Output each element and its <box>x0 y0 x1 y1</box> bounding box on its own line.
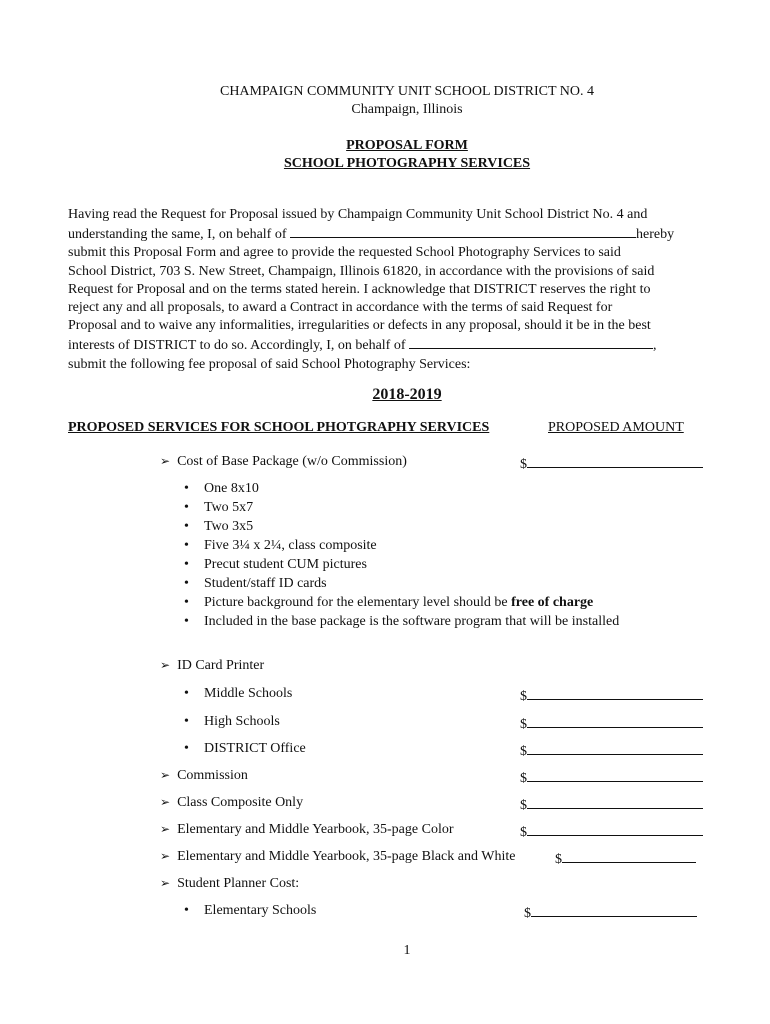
amount-field[interactable] <box>527 686 703 700</box>
vendor-name-field[interactable] <box>290 224 636 238</box>
base-package-amount <box>520 454 703 473</box>
list-item <box>184 714 280 730</box>
intro-line <box>68 224 708 244</box>
list-item-label: Precut student CUM pictures <box>204 557 367 572</box>
bullet-icon: • <box>184 686 189 701</box>
list-item-label: Student/staff ID cards <box>204 576 327 591</box>
vendor-name-field-2[interactable] <box>409 335 653 349</box>
bullet-icon: • <box>184 557 189 572</box>
id-card-label: ID Card Printer <box>177 658 265 673</box>
intro-line: Proposal and to waive any informalities, irregularities or defects in any proposal, should it be in the best <box>68 318 651 334</box>
yearbook-color-row <box>160 822 454 838</box>
intro-line: School District, 703 S. New Street, Champaign, Illinois 61820, in accordance with the provisions of said <box>68 263 655 279</box>
intro-line: reject any and all proposals, to award a Contract in accordance with the terms of said Request for <box>68 300 613 316</box>
bullet-icon: • <box>184 538 189 553</box>
list-item <box>184 519 254 535</box>
intro-line: submit this Proposal Form and agree to provide the requested School Photography Services to said <box>68 245 621 261</box>
dollar-sign: $ <box>520 457 527 472</box>
intro-text: hereby <box>636 227 675 243</box>
base-package-row <box>160 454 407 470</box>
amount-field[interactable] <box>527 795 703 809</box>
commission-row <box>160 768 248 784</box>
class-composite-label: Class Composite Only <box>177 795 304 810</box>
bullet-icon: • <box>184 500 189 515</box>
intro-paragraph <box>68 206 708 374</box>
arrow-bullet-icon: ➢ <box>160 454 171 468</box>
amount-field[interactable] <box>527 741 703 755</box>
list-item-label: Included in the base package is the software program that will be installed <box>204 614 620 629</box>
planner-row <box>160 876 299 892</box>
intro-line: Having read the Request for Proposal issued by Champaign Community Unit School District No. 4 and <box>68 207 648 222</box>
list-item <box>184 538 377 554</box>
amount-field[interactable] <box>531 903 697 917</box>
high-schools-amount <box>520 714 703 733</box>
list-item-label: One 8x10 <box>204 481 259 496</box>
arrow-bullet-icon: ➢ <box>160 822 171 836</box>
planner-label: Student Planner Cost: <box>177 876 300 891</box>
id-card-row <box>160 658 264 674</box>
class-composite-amount <box>520 795 703 814</box>
list-item-label: Five 3¼ x 2¼, class composite <box>204 538 377 553</box>
dollar-sign: $ <box>520 798 527 813</box>
page-number: 1 <box>403 943 411 958</box>
amount-field[interactable] <box>527 822 703 836</box>
district-office-amount <box>520 741 703 760</box>
bullet-icon: • <box>184 481 189 496</box>
list-item <box>184 481 259 497</box>
amount-field[interactable] <box>527 714 703 728</box>
list-item-label: Two 3x5 <box>204 519 254 534</box>
dollar-sign: $ <box>520 689 527 704</box>
list-item <box>184 686 293 702</box>
commission-label: Commission <box>177 768 248 783</box>
bullet-icon: • <box>184 714 189 729</box>
intro-line: submit the following fee proposal of said School Photography Services: <box>68 356 471 372</box>
yearbook-color-label: Elementary and Middle Yearbook, 35-page Color <box>177 822 454 837</box>
bullet-icon: • <box>184 903 189 918</box>
free-of-charge-text: free of charge <box>511 595 594 610</box>
dollar-sign: $ <box>520 744 527 759</box>
arrow-bullet-icon: ➢ <box>160 795 171 809</box>
bullet-icon: • <box>184 595 189 610</box>
bullet-icon: • <box>184 741 189 756</box>
elementary-planner-amount <box>524 903 697 922</box>
class-composite-row <box>160 795 303 811</box>
district-city: Champaign, Illinois <box>351 102 463 117</box>
amount-field[interactable] <box>562 849 696 863</box>
list-item-text: Picture background for the elementary level should be <box>204 595 512 610</box>
form-subtitle: SCHOOL PHOTOGRAPHY SERVICES <box>283 156 531 171</box>
form-title: PROPOSAL FORM <box>346 138 468 153</box>
bullet-icon: • <box>184 614 189 629</box>
commission-amount <box>520 768 703 787</box>
yearbook-bw-label: Elementary and Middle Yearbook, 35-page Black and White <box>177 849 516 864</box>
intro-text: , <box>653 338 657 354</box>
district-name: CHAMPAIGN COMMUNITY UNIT SCHOOL DISTRICT NO. 4 <box>219 84 594 99</box>
list-item <box>184 903 317 919</box>
bullet-icon: • <box>184 576 189 591</box>
middle-schools-amount <box>520 686 703 705</box>
dollar-sign: $ <box>555 852 562 867</box>
list-item-label: Two 5x7 <box>204 500 254 515</box>
list-item-label: High Schools <box>204 714 280 729</box>
bullet-icon: • <box>184 519 189 534</box>
list-item-label <box>204 595 593 611</box>
intro-text: interests of DISTRICT to do so. Accordingly, I, on behalf of <box>68 338 410 354</box>
intro-line: Request for Proposal and on the terms stated herein. I acknowledge that DISTRICT reserves the right to <box>68 281 651 297</box>
list-item <box>184 557 367 573</box>
list-item <box>184 595 594 611</box>
dollar-sign: $ <box>520 825 527 840</box>
yearbook-bw-amount <box>555 849 696 868</box>
list-item <box>184 741 306 757</box>
services-column-header: PROPOSED SERVICES FOR SCHOOL PHOTGRAPHY SERVICES <box>68 420 490 435</box>
dollar-sign: $ <box>520 771 527 786</box>
list-item <box>184 576 327 592</box>
proposal-year: 2018-2019 <box>372 386 442 403</box>
arrow-bullet-icon: ➢ <box>160 658 171 672</box>
amount-field[interactable] <box>527 768 703 782</box>
intro-text: understanding the same, I, on behalf of <box>68 227 290 243</box>
arrow-bullet-icon: ➢ <box>160 768 171 782</box>
list-item-label: DISTRICT Office <box>204 741 306 756</box>
yearbook-bw-row <box>160 849 515 865</box>
list-item <box>184 500 254 516</box>
arrow-bullet-icon: ➢ <box>160 876 171 890</box>
list-item <box>184 614 620 630</box>
amount-field[interactable] <box>527 454 703 468</box>
dollar-sign: $ <box>520 717 527 732</box>
intro-line <box>68 335 708 355</box>
arrow-bullet-icon: ➢ <box>160 849 171 863</box>
list-item-label: Middle Schools <box>204 686 293 701</box>
dollar-sign: $ <box>524 906 531 921</box>
base-package-label: Cost of Base Package (w/o Commission) <box>177 454 407 469</box>
list-item-label: Elementary Schools <box>204 903 317 918</box>
amount-column-header: PROPOSED AMOUNT <box>548 420 684 435</box>
yearbook-color-amount <box>520 822 703 841</box>
